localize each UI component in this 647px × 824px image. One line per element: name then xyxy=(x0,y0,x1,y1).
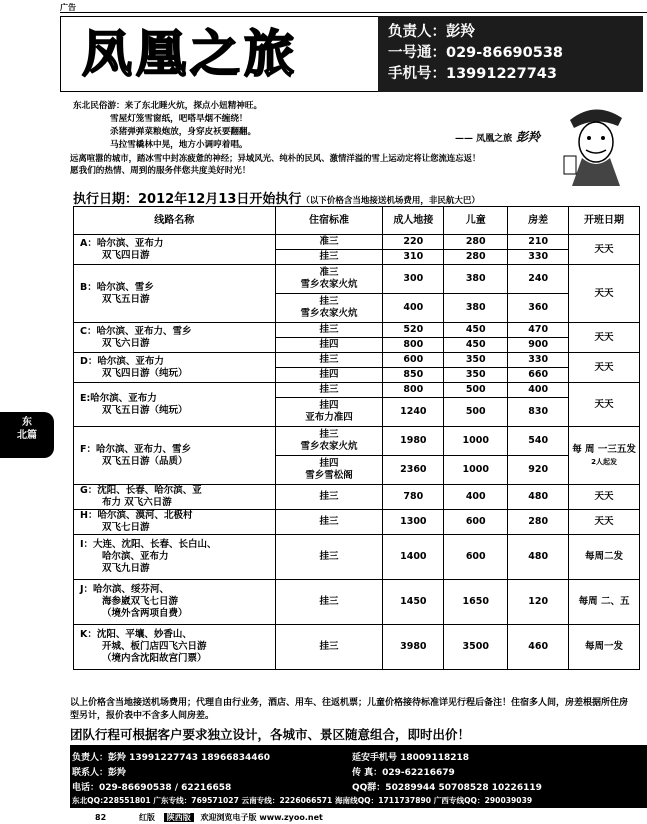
price-child: 450 xyxy=(444,338,508,353)
intro-line: 远离喧嚣的城市，踏冰雪中封冻疲惫的神经；异域风光、纯朴的民风、激情洋溢的雪上运动定将让您流连忘返！ xyxy=(70,153,481,163)
route-line: 开城、板门店四飞六日游 xyxy=(102,641,207,652)
price-adult: 520 xyxy=(383,323,444,338)
bar-line: 东北QQ:228551801 广东专线：769571027 云南专线：2226066571 海南线QQ：1711737890 广西专线QQ：290039039 xyxy=(72,796,533,805)
route-line: 双飞五日游 xyxy=(102,293,150,305)
price-diff: 920 xyxy=(508,456,569,485)
route-line: D：哈尔滨、亚布力 xyxy=(80,355,164,367)
lodging-cell: 挂四 xyxy=(275,368,383,383)
lodging-line: 雪乡农家火炕 xyxy=(300,441,358,452)
schedule-cell xyxy=(569,265,640,323)
schedule-cell xyxy=(569,510,640,535)
route-line: F：哈尔滨、亚布力、雪乡 xyxy=(80,443,191,455)
intro-line: 杀猪弹弹菜粮炮放，身穿皮袄要翻翻。 xyxy=(110,127,257,137)
route-cell xyxy=(74,625,276,670)
lodging-cell: 挂三 xyxy=(275,580,383,625)
route-line: 海参崴双飞七日游 xyxy=(102,596,179,607)
route-line: 哈尔滨、亚布力 xyxy=(102,551,169,562)
table-header-row xyxy=(74,207,640,235)
table-body xyxy=(74,235,640,670)
price-diff: 900 xyxy=(508,338,569,353)
lodging-cell: 准三 xyxy=(275,235,383,250)
route-line: 双飞五日游（纯玩） xyxy=(102,404,188,416)
execution-date-note: （以下价格含当地接送机场费用，非民航大巴） xyxy=(301,196,480,206)
route-line: A：哈尔滨、亚布力 xyxy=(80,237,164,249)
route-line: 双飞四日游（纯玩） xyxy=(102,367,188,379)
contact-mobile: 手机号：13991227743 xyxy=(388,66,557,82)
route-line: 双飞九日游 xyxy=(102,563,150,574)
brand-logo: 凤凰之旅 xyxy=(82,24,298,83)
route-line: 双飞七日游 xyxy=(102,522,150,533)
header-route: 线路名称 xyxy=(74,207,276,235)
schedule-cell xyxy=(569,535,640,580)
route-cell xyxy=(74,265,276,323)
section-tab xyxy=(0,412,54,458)
edition-label: 红版 xyxy=(138,813,155,822)
price-adult: 1300 xyxy=(383,510,444,535)
schedule-text: 每周一发 xyxy=(585,641,624,652)
table-row xyxy=(74,265,640,294)
header-child: 儿童 xyxy=(444,207,508,235)
header-lodging: 住宿标准 xyxy=(275,207,383,235)
route-line: E:哈尔滨、亚布力 xyxy=(80,392,157,404)
header-room-diff: 房差 xyxy=(508,207,569,235)
price-child: 350 xyxy=(444,353,508,368)
price-diff: 540 xyxy=(508,427,569,456)
price-diff: 280 xyxy=(508,510,569,535)
table-row xyxy=(74,235,640,250)
intro-line: 马拉雪橇林中晃，地方小调哼着唱。 xyxy=(110,140,248,150)
table-row xyxy=(74,625,640,670)
table-row xyxy=(74,535,640,580)
table-row xyxy=(74,383,640,398)
schedule-text: 每 周 一三五发 xyxy=(572,443,636,455)
ad-tag: 广告 xyxy=(60,3,76,12)
header-adult: 成人地接 xyxy=(383,207,444,235)
execution-date xyxy=(73,188,480,207)
lodging-line: 挂三 xyxy=(319,429,339,440)
page-number: 82 xyxy=(95,813,107,822)
lodging-line: 挂四 xyxy=(319,458,339,469)
publication-badge: 陕西版 xyxy=(164,813,194,822)
bar-line: 传 真：029-62216679 xyxy=(352,768,455,778)
lodging-line: 挂三 xyxy=(319,296,339,307)
caricature-illustration xyxy=(560,98,630,188)
route-line: 双飞五日游（品质） xyxy=(102,455,188,467)
route-line: I：大连、沈阳、长春、长白山、 xyxy=(80,539,217,550)
top-rule xyxy=(60,12,647,13)
schedule-text: 每周二发 xyxy=(585,551,624,562)
lodging-cell: 挂三 xyxy=(275,353,383,368)
route-cell xyxy=(74,535,276,580)
group-line: 团队行程可根据客户要求独立设计，各城市、景区随意组合，即时出价！ xyxy=(70,727,471,742)
route-line: C：哈尔滨、亚布力、雪乡 xyxy=(80,325,192,337)
route-line: K：沈阳、平壤、妙香山、 xyxy=(80,629,192,640)
price-diff: 470 xyxy=(508,323,569,338)
route-line: J：哈尔滨、绥芬河、 xyxy=(80,584,170,595)
intro-line: 愿我们的热情、周到的服务伴您共度美好时光！ xyxy=(70,166,251,176)
table-row xyxy=(74,323,640,338)
route-line: 双飞四日游 xyxy=(102,249,150,261)
lodging-line: 准三 xyxy=(319,267,339,278)
price-child: 3500 xyxy=(444,625,508,670)
price-adult: 310 xyxy=(383,250,444,265)
route-line: B：哈尔滨、雪乡 xyxy=(80,281,154,293)
price-adult: 1980 xyxy=(383,427,444,456)
bar-line: 负责人：彭羚 13991227743 18966834460 xyxy=(72,753,271,763)
lodging-cell xyxy=(275,294,383,323)
price-adult: 300 xyxy=(383,265,444,294)
route-cell xyxy=(74,235,276,265)
schedule-text: 天天 xyxy=(594,287,614,299)
bar-line: QQ群：50289944 50708528 10226119 xyxy=(352,783,542,793)
route-cell xyxy=(74,485,276,510)
table-row xyxy=(74,510,640,535)
lodging-cell: 挂三 xyxy=(275,485,383,510)
price-diff: 830 xyxy=(508,398,569,427)
price-diff: 210 xyxy=(508,235,569,250)
table-row xyxy=(74,427,640,456)
lodging-cell: 挂三 xyxy=(275,323,383,338)
route-cell xyxy=(74,580,276,625)
schedule-cell xyxy=(569,485,640,510)
schedule-text: 天天 xyxy=(594,361,614,373)
price-adult: 1400 xyxy=(383,535,444,580)
contact-bar xyxy=(70,745,647,808)
schedule-cell xyxy=(569,235,640,265)
price-diff: 660 xyxy=(508,368,569,383)
signoff xyxy=(455,128,540,145)
header-schedule: 开班日期 xyxy=(569,207,640,235)
price-adult: 600 xyxy=(383,353,444,368)
schedule-text: 天天 xyxy=(594,398,614,410)
lodging-cell: 挂三 xyxy=(275,535,383,580)
schedule-cell xyxy=(569,625,640,670)
lodging-line: 亚布力准四 xyxy=(305,412,353,423)
signature: 彭羚 xyxy=(516,130,541,144)
route-cell xyxy=(74,427,276,485)
bar-line: 联系人：彭羚 xyxy=(72,768,127,778)
lodging-cell: 挂三 xyxy=(275,383,383,398)
price-adult: 800 xyxy=(383,338,444,353)
price-adult: 400 xyxy=(383,294,444,323)
contact-hotline: 一号通：029-86690538 xyxy=(388,45,563,61)
schedule-text: 每周 二、五 xyxy=(578,596,630,607)
section-tab-char: 北 xyxy=(17,430,27,441)
route-cell xyxy=(74,323,276,353)
price-adult: 220 xyxy=(383,235,444,250)
price-diff: 120 xyxy=(508,580,569,625)
table-row xyxy=(74,353,640,368)
schedule-cell xyxy=(569,383,640,427)
price-child: 600 xyxy=(444,535,508,580)
price-child: 1650 xyxy=(444,580,508,625)
table-row xyxy=(74,580,640,625)
lodging-cell: 挂三 xyxy=(275,250,383,265)
footer xyxy=(95,812,323,823)
schedule-cell xyxy=(569,353,640,383)
intro-line: 雪屋灯笼雪窗纸，吧嗒旱烟不缠绕！ xyxy=(110,114,248,124)
lodging-line: 雪乡雪松阁 xyxy=(305,470,353,481)
price-adult: 800 xyxy=(383,383,444,398)
website: 欢迎浏览电子版 www.zyoo.net xyxy=(200,813,323,822)
lodging-line: 雪乡农家火炕 xyxy=(300,279,358,290)
schedule-note: 2人起发 xyxy=(591,457,617,466)
route-line: 双飞六日游 xyxy=(102,337,150,349)
price-diff: 400 xyxy=(508,383,569,398)
price-child: 280 xyxy=(444,235,508,250)
price-child: 350 xyxy=(444,368,508,383)
price-diff: 480 xyxy=(508,535,569,580)
price-child: 500 xyxy=(444,398,508,427)
schedule-text: 天天 xyxy=(594,243,614,255)
price-adult: 2360 xyxy=(383,456,444,485)
price-diff: 240 xyxy=(508,265,569,294)
price-adult: 1450 xyxy=(383,580,444,625)
table-row xyxy=(74,485,640,510)
lodging-cell: 挂三 xyxy=(275,625,383,670)
price-diff: 460 xyxy=(508,625,569,670)
route-cell xyxy=(74,510,276,535)
lodging-cell xyxy=(275,427,383,456)
schedule-text: 天天 xyxy=(594,491,614,502)
execution-date-main: 执行日期：2012年12月13日开始执行 xyxy=(73,192,302,207)
price-adult: 1240 xyxy=(383,398,444,427)
price-child: 450 xyxy=(444,323,508,338)
route-line: 布力 双飞六日游 xyxy=(102,497,172,508)
section-tab-char: 篇 xyxy=(27,430,37,441)
schedule-text: 天天 xyxy=(594,516,614,527)
lodging-line: 挂四 xyxy=(319,400,339,411)
price-child: 1000 xyxy=(444,427,508,456)
bar-line: 延安手机号 18009118218 xyxy=(352,753,470,763)
price-child: 600 xyxy=(444,510,508,535)
lodging-cell xyxy=(275,265,383,294)
price-child: 380 xyxy=(444,265,508,294)
price-diff: 480 xyxy=(508,485,569,510)
price-adult: 850 xyxy=(383,368,444,383)
price-diff: 360 xyxy=(508,294,569,323)
lodging-cell: 挂四 xyxy=(275,338,383,353)
price-child: 380 xyxy=(444,294,508,323)
footnote: 以上价格含当地接送机场费用；代理自由行业务，酒店、用车、往返机票；儿童价格接待标准详见行程后备注！住宿多人间，房差根据所住房型另计，报价表中不含多人间房差。 xyxy=(70,698,629,721)
price-child: 500 xyxy=(444,383,508,398)
schedule-cell xyxy=(569,323,640,353)
route-line: （境内含沈阳故宫门票） xyxy=(102,653,207,664)
price-adult: 3980 xyxy=(383,625,444,670)
route-cell xyxy=(74,383,276,427)
bar-line: 电话：029-86690538 / 62216658 xyxy=(72,783,232,793)
price-adult: 780 xyxy=(383,485,444,510)
lodging-cell: 挂三 xyxy=(275,510,383,535)
lodging-cell xyxy=(275,456,383,485)
route-line: （境外含两项自费） xyxy=(102,608,188,619)
price-diff: 330 xyxy=(508,353,569,368)
contact-person: 负责人：彭羚 xyxy=(388,24,475,40)
schedule-cell xyxy=(569,580,640,625)
route-line: G：沈阳、长春、哈尔滨、亚 xyxy=(80,485,202,496)
signoff-label: —— 凤凰之旅 xyxy=(455,134,513,144)
section-tab-char: 东 xyxy=(22,417,32,428)
intro-line: 东北民俗游：来了东北睡火炕，探点小妞精神旺。 xyxy=(73,101,263,111)
price-table xyxy=(73,206,640,670)
route-line: H：哈尔滨、漠河、北极村 xyxy=(80,510,193,521)
lodging-line: 雪乡农家火炕 xyxy=(300,308,358,319)
price-child: 280 xyxy=(444,250,508,265)
lodging-cell xyxy=(275,398,383,427)
price-diff: 330 xyxy=(508,250,569,265)
schedule-cell xyxy=(569,427,640,485)
price-child: 400 xyxy=(444,485,508,510)
route-cell xyxy=(74,353,276,383)
price-child: 1000 xyxy=(444,456,508,485)
contact-panel xyxy=(378,16,643,92)
schedule-text: 天天 xyxy=(594,331,614,343)
